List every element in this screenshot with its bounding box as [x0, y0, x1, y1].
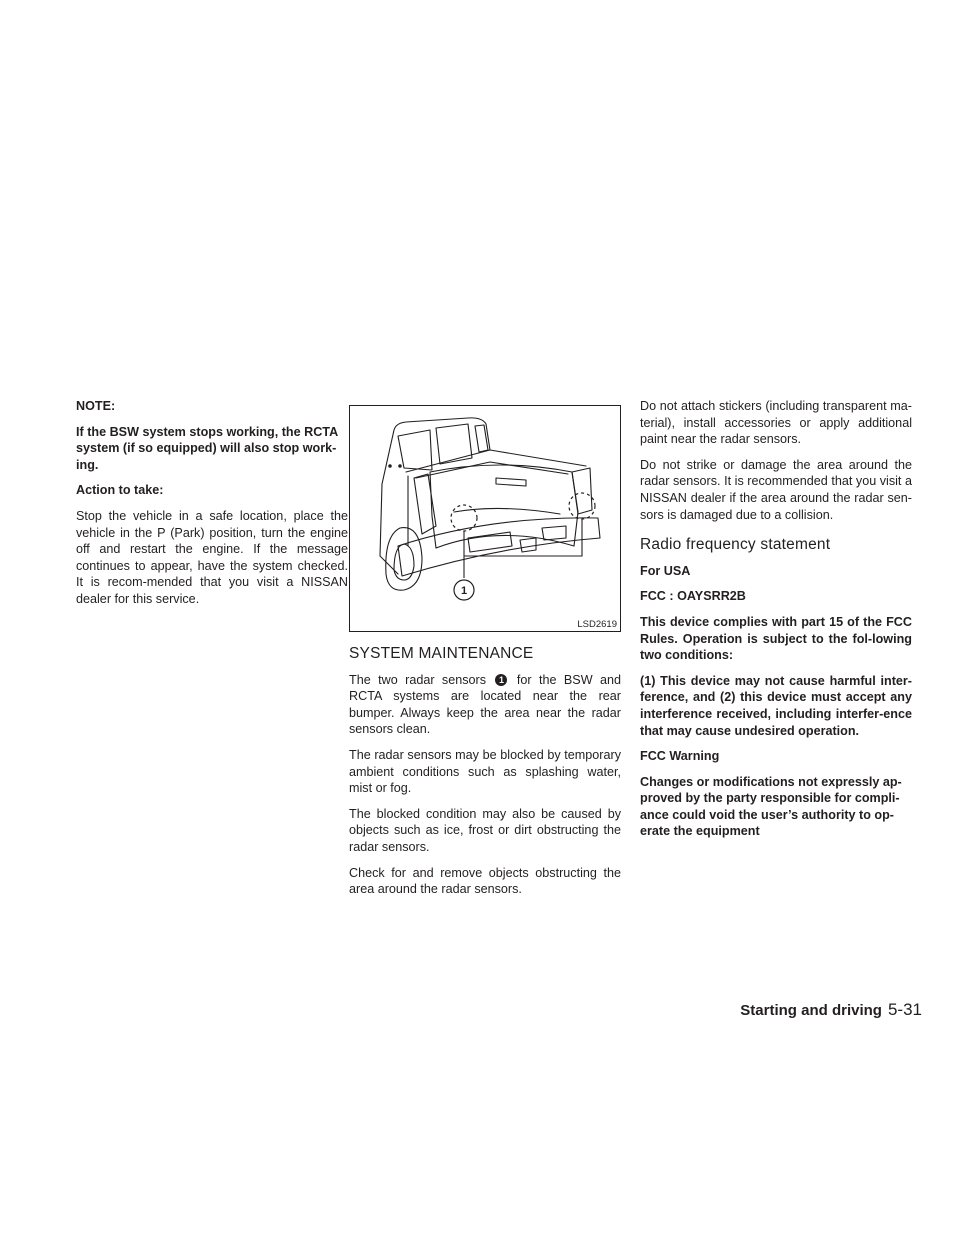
left-column: [76, 398, 348, 617]
stickers-warning: Do not attach stickers (including transparent ma-terial), install accessories or apply additional paint near the radar sensors.: [640, 399, 912, 447]
for-usa-label: For USA: [640, 563, 691, 578]
figure-code: LSD2619: [577, 619, 617, 630]
radio-heading: Radio frequency statement: [640, 536, 831, 554]
p1-text-end: for the BSW and RCTA systems are located near the rear bumper. Always keep the area near the radar sensors clean.: [349, 672, 622, 737]
note-text: If the BSW system stops working, the RCTA system (if so equipped) will also stop work-ing.: [76, 424, 338, 472]
fcc-warning-text: Changes or modifications not expressly ap-proved by the party responsible for compli-ance could void the user’s authority to op-erate the equipment: [640, 774, 902, 839]
truck-illustration: [350, 406, 620, 631]
footer-section: Starting and driving: [740, 1002, 882, 1019]
maintenance-p4: Check for and remove objects obstructing the area around the radar sensors.: [349, 865, 621, 897]
p1-text-start: The two radar sensors: [349, 672, 487, 687]
maintenance-p3: The blocked condition may also be caused by objects such as ice, frost or dirt obstructing the radar sensors.: [349, 806, 621, 854]
middle-column: [349, 405, 621, 907]
note-label: NOTE:: [76, 399, 116, 413]
action-label: Action to take:: [76, 483, 164, 498]
action-text: Stop the vehicle in a safe location, place the vehicle in the P (Park) position, turn the engine off and restart the engine. If the message continues to appear, have the system checked. It is recom-mended that you visit a NISSAN dealer for this service.: [76, 508, 348, 606]
conditions-text: (1) This device may not cause harmful inter-ference, and (2) this device must accept any interference received, including interfer-ence that may cause undesired operation.: [640, 673, 912, 738]
maintenance-p1: [349, 672, 621, 738]
right-column: [640, 398, 912, 849]
page-footer: [740, 1000, 922, 1020]
callout-1: 1: [460, 585, 468, 597]
damage-warning: Do not strike or damage the area around the radar sensors. It is recommended that you visit a NISSAN dealer if the area around the radar sen-sors is damaged due to a collision.: [640, 457, 912, 522]
page-number: 5-31: [887, 1000, 922, 1019]
callout-marker-icon: 1: [495, 674, 507, 686]
fcc-id: FCC : OAYSRR2B: [640, 589, 746, 604]
fcc-warning-label: FCC Warning: [640, 749, 720, 764]
truck-figure: [349, 405, 621, 632]
section-heading: SYSTEM MAINTENANCE: [349, 645, 534, 662]
compliance-text: This device complies with part 15 of the FCC Rules. Operation is subject to the fol-lowing two conditions:: [640, 614, 912, 663]
maintenance-p2: The radar sensors may be blocked by temporary ambient conditions such as splashing water, mist or fog.: [349, 747, 621, 796]
